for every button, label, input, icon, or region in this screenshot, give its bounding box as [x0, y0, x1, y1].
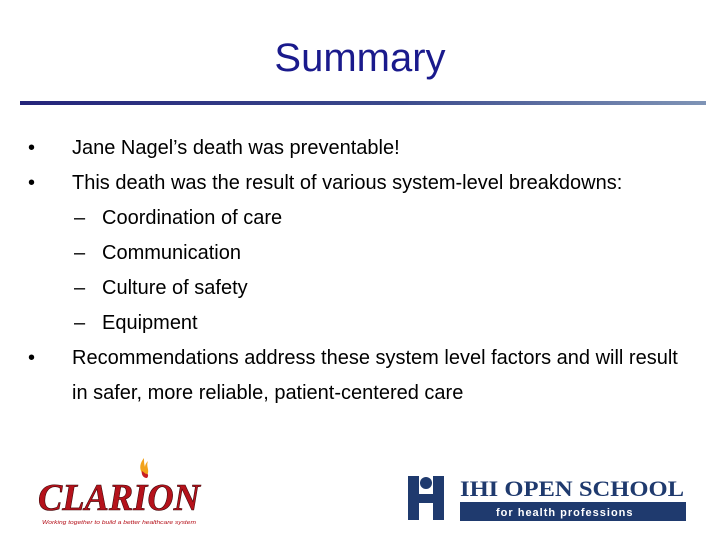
sub-bullet-mark: – [74, 207, 86, 229]
ihi-wordmark: IHI OPEN SCHOOL [460, 476, 684, 501]
sub-bullet-mark: – [74, 312, 86, 334]
bullet-list [28, 131, 688, 411]
bullet-mark: • [28, 347, 36, 369]
ihi-tagline: for health professions [496, 507, 634, 519]
sub-bullet-item [28, 271, 688, 306]
bullet-text: Recommendations address these system level factors and will result in safer, more reliable, patient-centered care [72, 347, 678, 404]
bullet-item [28, 341, 688, 411]
bullet-mark: • [28, 172, 36, 194]
sub-bullet-text: Equipment [102, 312, 198, 334]
sub-bullet-text: Culture of safety [102, 277, 248, 299]
clarion-logo [36, 452, 204, 528]
bullet-text: This death was the result of various system-level breakdowns: [72, 172, 623, 194]
sub-bullet-text: Coordination of care [102, 207, 283, 229]
bullet-text: Jane Nagel’s death was preventable! [72, 137, 400, 159]
title-underline [20, 101, 706, 105]
sub-bullet-mark: – [74, 242, 86, 264]
clarion-wordmark: CLARION [38, 477, 202, 519]
bullet-item [28, 131, 688, 166]
page-title: Summary [274, 36, 446, 80]
bullet-mark: • [28, 137, 36, 159]
ihi-open-school-logo [408, 472, 686, 522]
sub-bullet-item [28, 306, 688, 341]
sub-bullet-mark: – [74, 277, 86, 299]
bullet-item [28, 166, 688, 201]
clarion-tagline: Working together to build a better healthcare system [42, 520, 197, 526]
sub-bullet-item [28, 236, 688, 271]
sub-bullet-item [28, 201, 688, 236]
ihi-h-icon [408, 476, 444, 520]
sub-bullet-text: Communication [102, 242, 241, 264]
